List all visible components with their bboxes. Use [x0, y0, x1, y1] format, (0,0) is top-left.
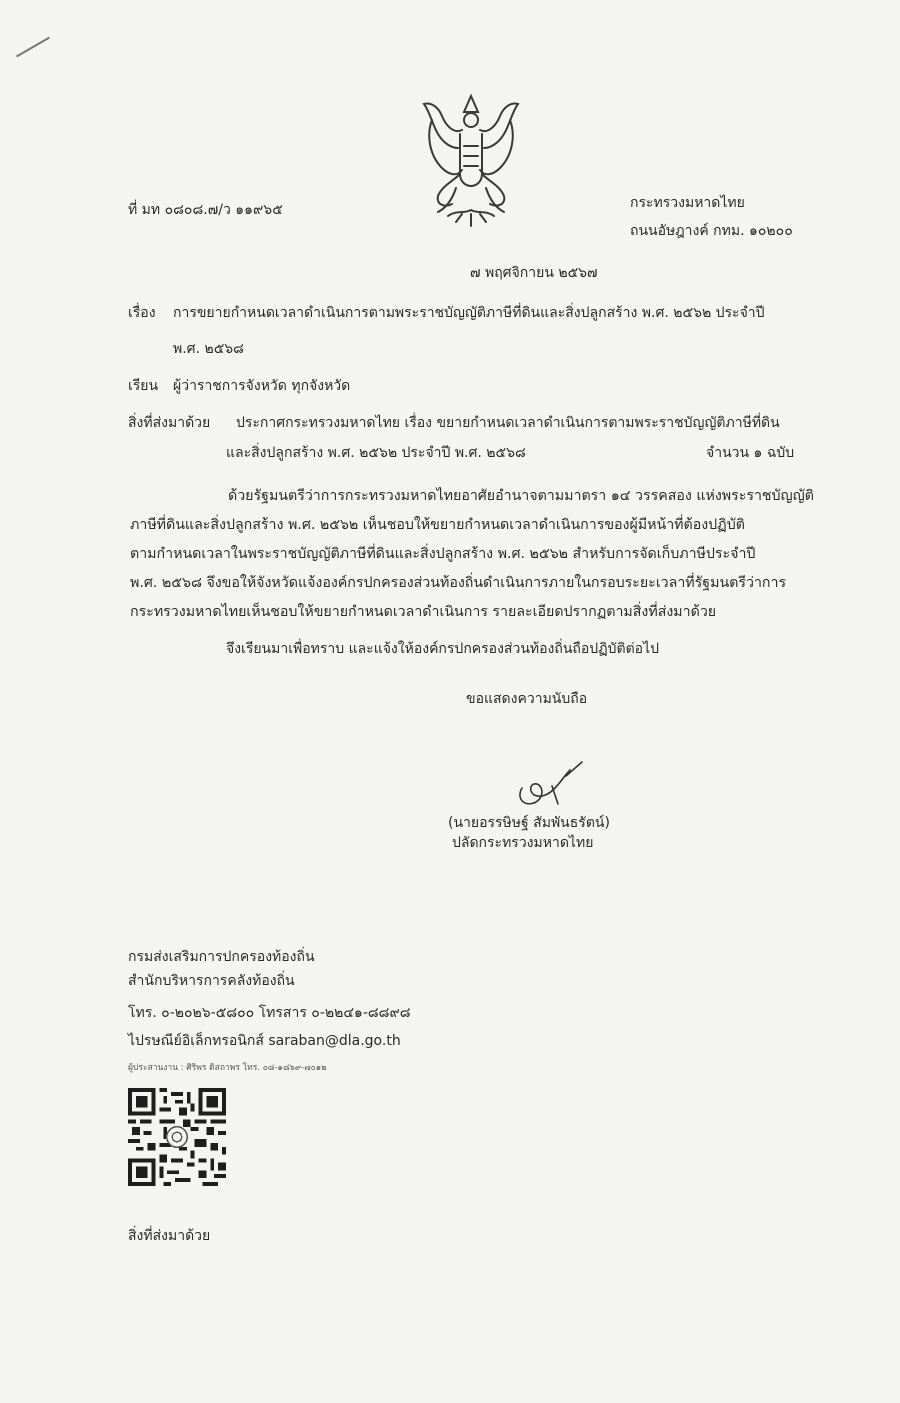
body-line: พ.ศ. ๒๕๖๘ จึงขอให้จังหวัดแจ้งองค์กรปกครองส่วนท้องถิ่นดำเนินการภายในกรอบระยะเวลาที่รัฐมนตรีว่าการ: [130, 575, 787, 591]
salutation: ขอแสดงความนับถือ: [466, 691, 588, 707]
footer-office: สำนักบริหารการคลังท้องถิ่น: [128, 973, 295, 989]
garuda-emblem-icon: [412, 90, 530, 232]
enclosure-line-1: ประกาศกระทรวงมหาดไทย เรื่อง ขยายกำหนดเวลาดำเนินการตามพระราชบัญญัติภาษีที่ดิน: [236, 415, 780, 431]
footer-department: กรมส่งเสริมการปกครองท้องถิ่น: [128, 949, 315, 965]
enclosure-line-2: และสิ่งปลูกสร้าง พ.ศ. ๒๕๖๒ ประจำปี พ.ศ. ๒๕๖๘: [226, 445, 526, 461]
footer-phone: โทร. ๐-๒๐๒๖-๕๘๐๐ โทรสาร ๐-๒๒๔๑-๘๘๙๘: [128, 1005, 411, 1021]
body-line: กระทรวงมหาดไทยเห็นชอบให้ขยายกำหนดเวลาดำเนินการ รายละเอียดปรากฏตามสิ่งที่ส่งมาด้วย: [130, 604, 717, 620]
footer-email: ไปรษณีย์อิเล็กทรอนิกส์ saraban@dla.go.th: [128, 1033, 401, 1049]
attachment-label: สิ่งที่ส่งมาด้วย: [128, 1228, 211, 1244]
recipient-value: ผู้ว่าราชการจังหวัด ทุกจังหวัด: [173, 378, 351, 394]
signatory-position: ปลัดกระทรวงมหาดไทย: [452, 835, 594, 851]
pen-mark: [16, 37, 50, 58]
body-line: ด้วยรัฐมนตรีว่าการกระทรวงมหาดไทยอาศัยอำนาจตามมาตรา ๑๔ วรรคสอง แห่งพระราชบัญญัติ: [228, 488, 814, 504]
organization-name: กระทรวงมหาดไทย: [630, 195, 745, 211]
signatory-name: (นายอรรษิษฐ์ สัมพันธรัตน์): [448, 815, 610, 831]
body-line: ภาษีที่ดินและสิ่งปลูกสร้าง พ.ศ. ๒๕๖๒ เห็นชอบให้ขยายกำหนดเวลาดำเนินการของผู้มีหน้าที่ต้องปฏิบัติ: [130, 517, 745, 533]
recipient-label: เรียน: [128, 378, 159, 394]
body-paragraph: [130, 482, 814, 627]
enclosure-count: จำนวน ๑ ฉบับ: [706, 445, 795, 461]
enclosure-label: สิ่งที่ส่งมาด้วย: [128, 415, 211, 431]
subject-label: เรื่อง: [128, 305, 156, 321]
handwritten-signature: [512, 758, 592, 814]
qr-code: [128, 1088, 226, 1186]
subject-line-1: การขยายกำหนดเวลาดำเนินการตามพระราชบัญญัติภาษีที่ดินและสิ่งปลูกสร้าง พ.ศ. ๒๕๖๒ ประจำปี: [173, 305, 765, 321]
closing-sentence: จึงเรียนมาเพื่อทราบ และแจ้งให้องค์กรปกครองส่วนท้องถิ่นถือปฏิบัติต่อไป: [226, 641, 659, 657]
organization-address: ถนนอัษฎางค์ กทม. ๑๐๒๐๐: [630, 223, 793, 239]
reference-number: ที่ มท ๐๘๐๘.๗/ว ๑๑๙๖๕: [128, 202, 283, 218]
subject-line-2: พ.ศ. ๒๕๖๘: [173, 341, 244, 357]
body-line: ตามกำหนดเวลาในพระราชบัญญัติภาษีที่ดินและสิ่งปลูกสร้าง พ.ศ. ๒๕๖๒ สำหรับการจัดเก็บภาษีประจำปี: [130, 546, 756, 562]
footer-coordinator: ผู้ประสานงาน : ศิริพร ดิสถาพร โทร. ๐๘-๑๘๖๙-๗๐๑๒: [128, 1063, 327, 1073]
document-date: ๗ พฤศจิกายน ๒๕๖๗: [470, 265, 598, 281]
